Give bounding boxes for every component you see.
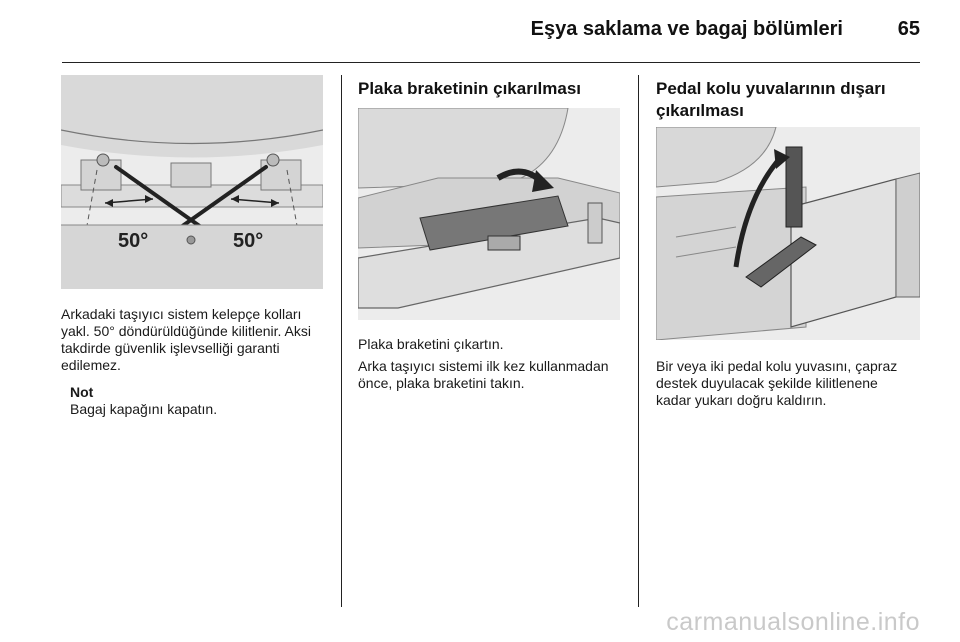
plate-bracket-heading: Plaka braketinin çıkarılması [358, 79, 582, 98]
angle-label-left: 50° [118, 230, 149, 252]
clamp-lever-illustration [61, 75, 323, 289]
page-title: Eşya saklama ve bagaj bölümleri [530, 18, 843, 40]
plate-bracket-step-1: Plaka braketini çıkartın. [358, 336, 504, 352]
watermark: carmanualsonline.info [666, 608, 920, 636]
clamp-lever-drawing [61, 75, 323, 289]
clamp-lever-paragraph: Arkadaki taşıyıcı sistem kelepçe kolları yakl. 50° döndürüldüğünde kilitlenir. Aksi takdirde güvenlik işlevselliği garanti edilemez. [61, 306, 311, 373]
column-divider-1 [341, 75, 342, 607]
page-number: 65 [897, 18, 920, 40]
pedal-holder-heading: Pedal kolu yuvalarının dışarı çıkarılması [656, 79, 886, 120]
header-rule [62, 62, 920, 63]
pedal-holder-illustration [656, 127, 920, 340]
page-header [0, 0, 960, 62]
angle-label-right: 50° [233, 230, 264, 252]
pedal-holder-drawing [656, 127, 920, 340]
note-text: Bagaj kapağını kapatın. [70, 401, 218, 417]
column-divider-2 [638, 75, 639, 607]
plate-bracket-step-2: Arka taşıyıcı sistemi ilk kez kullanmadan önce, plaka braketini takın. [358, 358, 609, 391]
plate-bracket-drawing [358, 108, 620, 320]
pedal-holder-paragraph: Bir veya iki pedal kolu yuvasını, çapraz destek duyulacak şekilde kilitlenene kadar yukarı doğru kaldırın. [656, 358, 898, 408]
note-label: Not [70, 384, 94, 400]
plate-bracket-illustration [358, 108, 620, 320]
